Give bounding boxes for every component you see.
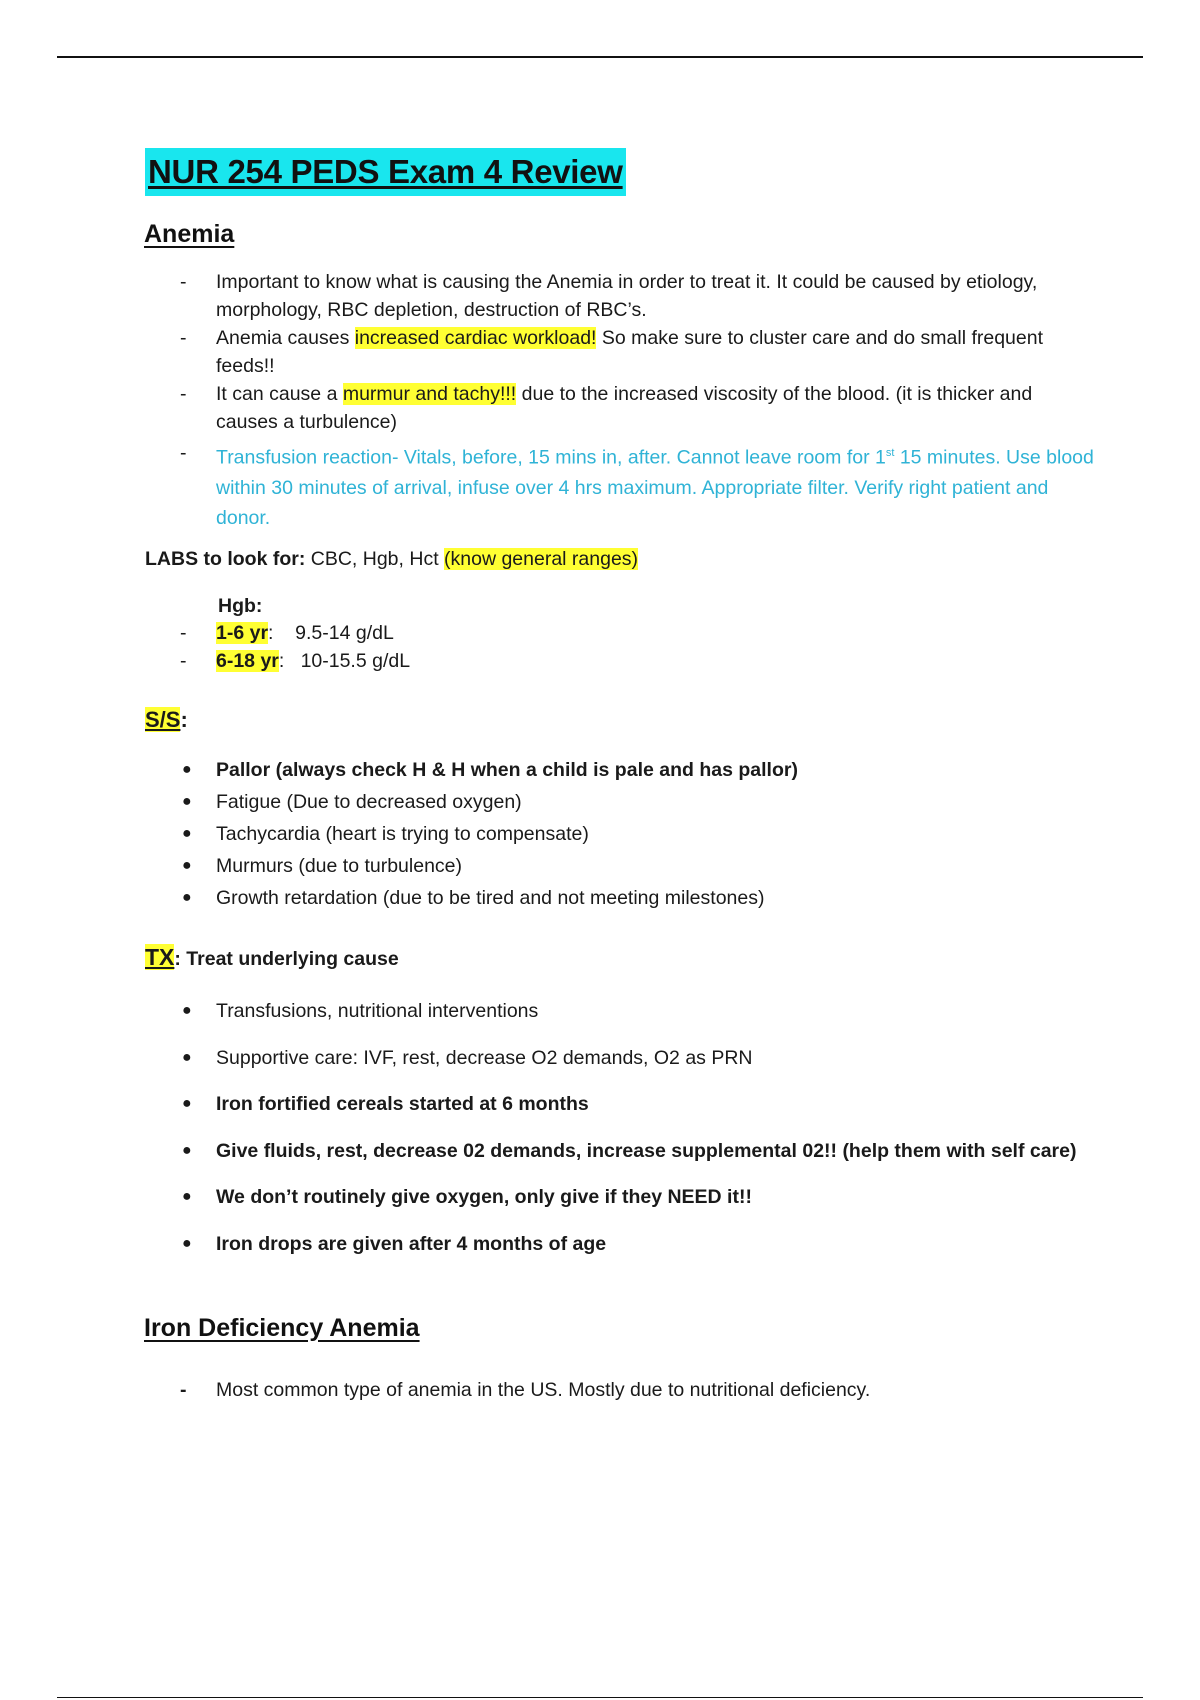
- list-item: ● Fatigue (Due to decreased oxygen): [182, 791, 522, 813]
- list-item: - 1-6 yr: 9.5-14 g/dL: [180, 622, 394, 644]
- ida-heading: Iron Deficiency Anemia: [144, 1314, 420, 1342]
- hgb-ranges: [144, 619, 1094, 675]
- anemia-list: [144, 268, 1094, 533]
- list-item: ● Murmurs (due to turbulence): [182, 855, 463, 877]
- hgb-label: Hgb:: [218, 595, 263, 617]
- ida-list: [144, 1376, 1094, 1404]
- tx-list: [144, 988, 1094, 1267]
- list-item: ● Iron drops are given after 4 months of age: [182, 1232, 607, 1255]
- list-item: - Transfusion reaction- Vitals, before, 15 mins in, after. Cannot leave room for 1st 15 minutes. Use blood within 30 minutes of arrival, infuse over 4 hrs maximum. Appropriate filter. Verify right patient and donor.: [180, 442, 1094, 529]
- list-item: ● Iron fortified cereals started at 6 months: [182, 1093, 589, 1115]
- list-item: ● Growth retardation (due to be tired and not meeting milestones): [182, 887, 765, 909]
- list-item: - 6-18 yr: 10-15.5 g/dL: [180, 650, 411, 672]
- list-item: - It can cause a murmur and tachy!!! due to the increased viscosity of the blood. (it is thicker and causes a turbulence): [180, 383, 1033, 433]
- list-item: ● Pallor (always check H & H when a child is pale and has pallor): [182, 759, 798, 781]
- page-title: NUR 254 PEDS Exam 4 Review: [145, 148, 626, 196]
- top-rule: [57, 56, 1143, 58]
- list-item: - Most common type of anemia in the US. Mostly due to nutritional deficiency.: [180, 1379, 871, 1401]
- ss-list: [144, 754, 1094, 914]
- highlight: increased cardiac workload!: [354, 327, 597, 349]
- highlight: murmur and tachy!!!: [342, 383, 517, 405]
- list-item: ● We don’t routinely give oxygen, only give if they NEED it!!: [182, 1186, 752, 1208]
- list-item: ● Tachycardia (heart is trying to compensate): [182, 823, 589, 845]
- list-item: ● Give fluids, rest, decrease 02 demands, increase supplemental 02!! (help them with self care): [182, 1139, 1077, 1162]
- anemia-heading: Anemia: [144, 220, 235, 248]
- ss-heading: S/S:: [145, 707, 188, 732]
- list-item: ● Transfusions, nutritional interventions: [182, 1000, 539, 1022]
- list-item: ● Supportive care: IVF, rest, decrease O2 demands, O2 as PRN: [182, 1046, 753, 1069]
- list-item: - Important to know what is causing the Anemia in order to treat it. It could be caused by etiology, morphology, RBC depletion, destruction of RBC’s.: [180, 271, 1038, 321]
- list-item: - Anemia causes increased cardiac workload! So make sure to cluster care and do small frequent feeds!!: [180, 327, 1044, 377]
- bottom-rule: [57, 1697, 1143, 1698]
- tx-heading: TX: Treat underlying cause: [145, 944, 399, 970]
- labs-line: LABS to look for: CBC, Hgb, Hct (know general ranges): [145, 548, 639, 570]
